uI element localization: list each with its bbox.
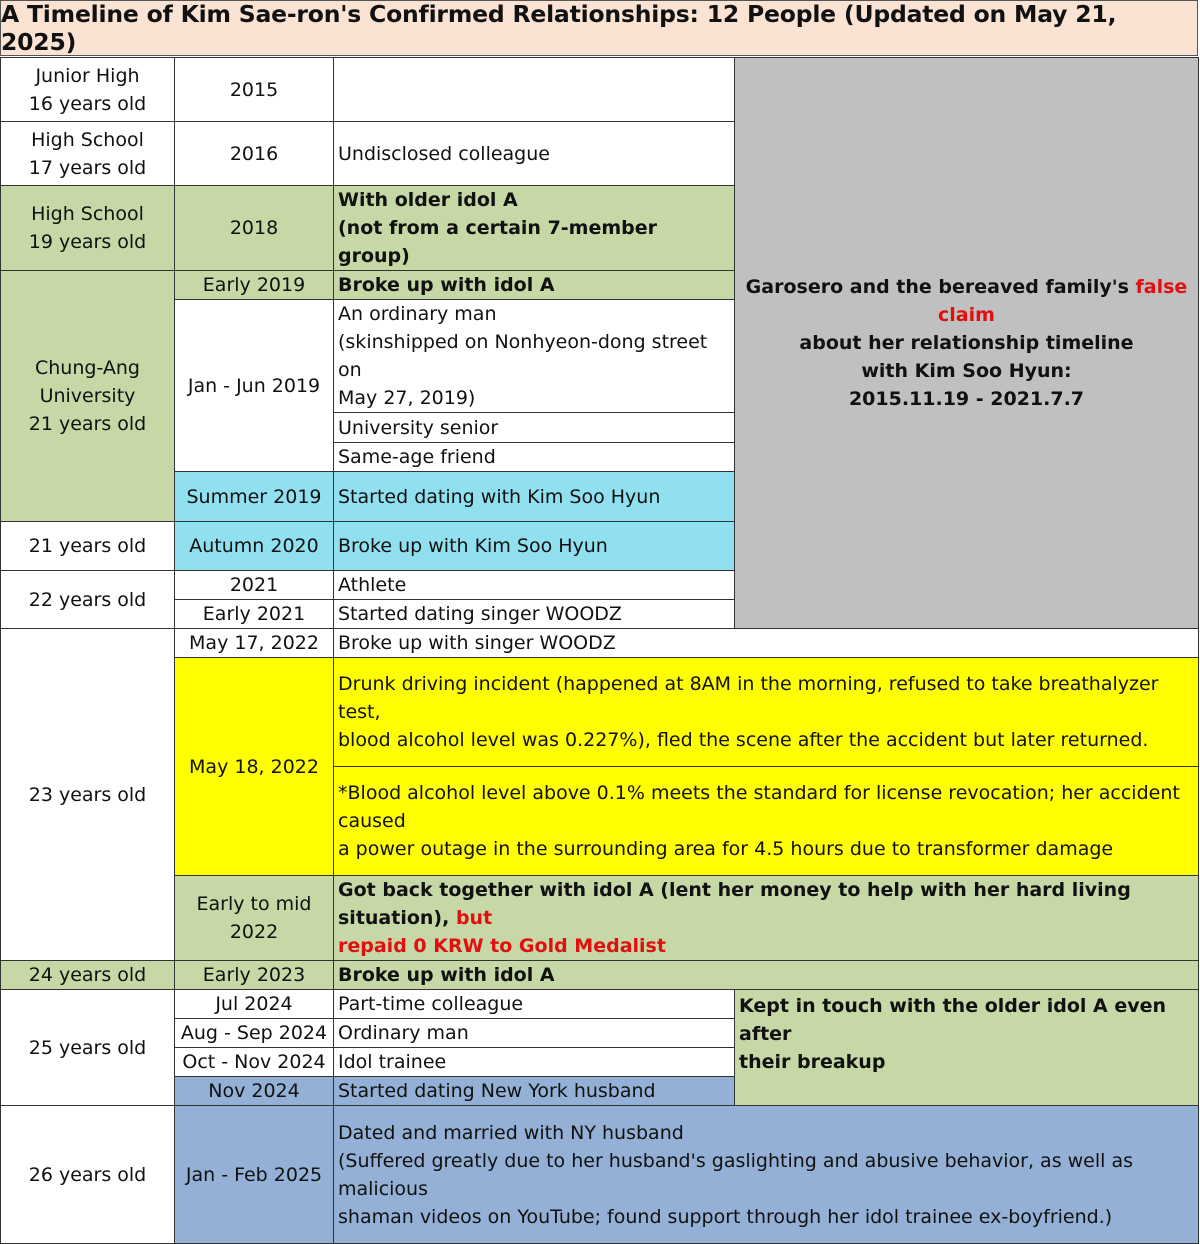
event-cell: Started dating singer WOODZ <box>334 600 735 629</box>
date-cell: Jul 2024 <box>175 990 334 1019</box>
note-line: about her relationship timeline <box>799 332 1134 354</box>
age-line: 16 years old <box>28 92 147 115</box>
age-line: University <box>39 385 136 407</box>
event-cell: Idol trainee <box>334 1048 735 1077</box>
event-cell <box>334 767 1199 876</box>
age-line: Junior High <box>35 64 140 87</box>
table-row <box>1 961 1199 990</box>
red-text: but <box>455 907 493 929</box>
date-cell: Jan - Feb 2025 <box>175 1106 334 1244</box>
age-cell <box>1 58 175 122</box>
event-cell <box>334 58 735 122</box>
note-line: 2015.11.19 - 2021.7.7 <box>848 388 1085 410</box>
age-cell: 24 years old <box>1 961 175 990</box>
event-line: Drunk driving incident (happened at 8AM in the morning, refused to take breathalyzer test, <box>338 673 1159 723</box>
timeline-table <box>0 57 1199 1244</box>
note-line: with Kim Soo Hyun: <box>861 360 1072 382</box>
note-text: Garosero and the bereaved family's <box>745 276 1136 298</box>
event-cell: Broke up with idol A <box>334 271 735 300</box>
event-line: a power outage in the surrounding area for 4.5 hours due to transformer damage <box>338 838 1114 860</box>
event-line: With older idol A <box>338 189 518 211</box>
event-line: (Suffered greatly due to her husband's gaslighting and abusive behavior, as well as malicious <box>338 1149 1133 1200</box>
age-cell <box>1 271 175 522</box>
date-cell: May 17, 2022 <box>175 629 334 658</box>
event-line: An ordinary man <box>338 303 497 325</box>
age-cell: 21 years old <box>1 522 175 571</box>
event-cell <box>334 876 1199 961</box>
event-cell <box>334 186 735 271</box>
table-row <box>1 876 1199 961</box>
age-line: 19 years old <box>28 231 147 253</box>
event-cell: Ordinary man <box>334 1019 735 1048</box>
age-cell <box>1 122 175 186</box>
table-row <box>1 1106 1199 1244</box>
red-text: repaid 0 KRW to Gold Medalist <box>338 935 666 957</box>
note-line: Kept in touch with the older idol A even after <box>739 994 1167 1045</box>
age-line: High School <box>31 203 144 225</box>
age-line: Chung-Ang <box>35 357 140 379</box>
age-line: 21 years old <box>28 413 147 435</box>
event-cell <box>334 1106 1199 1244</box>
age-line: 17 years old <box>28 156 147 179</box>
table-row <box>1 990 1199 1019</box>
date-cell: 2016 <box>175 122 334 186</box>
event-line: *Blood alcohol level above 0.1% meets the standard for license revocation; her accident caused <box>338 782 1180 832</box>
note-line <box>739 273 1194 329</box>
date-cell: Aug - Sep 2024 <box>175 1019 334 1048</box>
event-cell: Started dating with Kim Soo Hyun <box>334 472 735 522</box>
date-cell: 2021 <box>175 571 334 600</box>
event-line: shaman videos on YouTube; found support through her idol trainee ex-boyfriend.) <box>338 1205 1113 1228</box>
table-row <box>1 629 1199 658</box>
event-cell: Broke up with Kim Soo Hyun <box>334 522 735 571</box>
date-cell: Early 2021 <box>175 600 334 629</box>
date-cell: Early 2019 <box>175 271 334 300</box>
date-cell: May 18, 2022 <box>175 658 334 876</box>
false-claim-note <box>735 58 1199 629</box>
date-cell: Early 2023 <box>175 961 334 990</box>
event-line: Dated and married with NY husband <box>338 1121 684 1144</box>
date-cell: Oct - Nov 2024 <box>175 1048 334 1077</box>
age-line: High School <box>31 128 144 151</box>
age-cell: 23 years old <box>1 629 175 961</box>
event-cell: Undisclosed colleague <box>334 122 735 186</box>
event-line: (not from a certain 7-member group) <box>338 217 658 267</box>
date-cell: 2018 <box>175 186 334 271</box>
event-cell: Athlete <box>334 571 735 600</box>
date-line: Early to mid <box>196 893 312 915</box>
event-cell: Broke up with singer WOODZ <box>334 629 1199 658</box>
age-cell: 25 years old <box>1 990 175 1106</box>
age-cell: 26 years old <box>1 1106 175 1244</box>
event-cell <box>334 658 1199 767</box>
date-cell: Jan - Jun 2019 <box>175 300 334 472</box>
event-cell: Part-time colleague <box>334 990 735 1019</box>
table-row <box>1 58 1199 122</box>
table-row <box>1 658 1199 767</box>
event-line: May 27, 2019) <box>338 387 476 409</box>
event-cell: Same-age friend <box>334 443 735 472</box>
date-line: 2022 <box>229 921 279 943</box>
date-cell: Autumn 2020 <box>175 522 334 571</box>
event-cell: Started dating New York husband <box>334 1077 735 1106</box>
page-title: A Timeline of Kim Sae-ron's Confirmed Relationships: 12 People (Updated on May 21, 2025) <box>0 0 1198 56</box>
event-cell <box>334 300 735 413</box>
event-line <box>338 876 1194 932</box>
event-cell: University senior <box>334 413 735 443</box>
kept-in-touch-note <box>735 990 1199 1106</box>
event-cell: Broke up with idol A <box>334 961 1199 990</box>
age-cell: 22 years old <box>1 571 175 629</box>
date-cell: 2015 <box>175 58 334 122</box>
date-cell <box>175 876 334 961</box>
note-line: their breakup <box>739 1050 886 1073</box>
date-cell: Nov 2024 <box>175 1077 334 1106</box>
date-cell: Summer 2019 <box>175 472 334 522</box>
event-line: (skinshipped on Nonhyeon-dong street on <box>338 331 708 381</box>
event-line: blood alcohol level was 0.227%), fled the scene after the accident but later returned. <box>338 729 1149 751</box>
false-claim-highlight: false claim <box>938 276 1188 326</box>
age-cell <box>1 186 175 271</box>
event-text: Got back together with idol A (lent her money to help with her hard living situation), <box>338 879 1131 929</box>
